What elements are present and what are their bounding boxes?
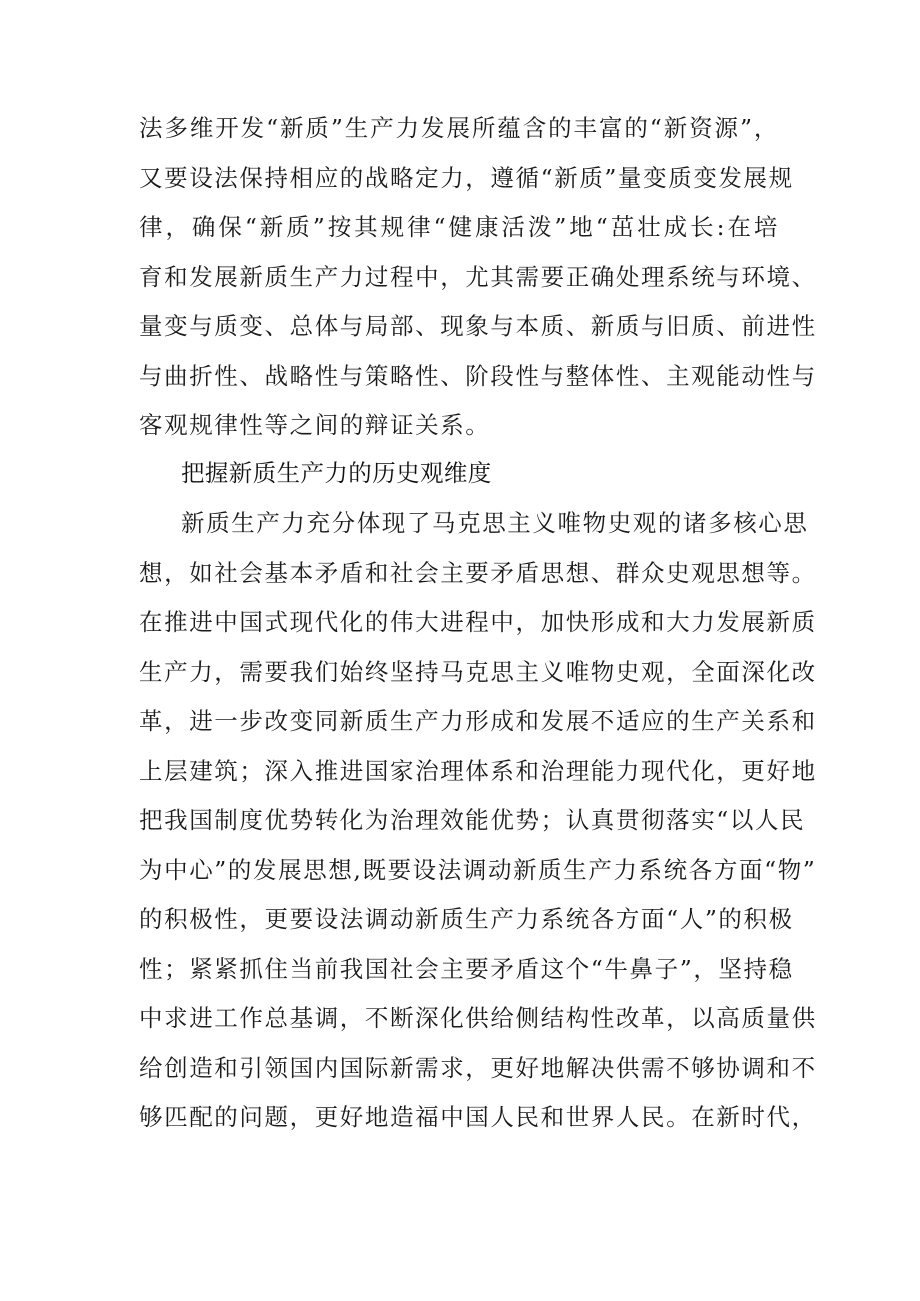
paragraph-line: 给创造和引领国内国际新需求，更好地解决供需不够协调和不 (139, 1053, 817, 1082)
paragraph-line: 律，确保“新质”按其规律“健康活泼”地“茁壮成长:在培 (139, 213, 779, 241)
paragraph-line: 为中心”的发展思想,既要设法调动新质生产力系统各方面“物” (139, 855, 817, 884)
paragraph-line: 又要设法保持相应的战略定力，遵循“新质”量变质变发展规 (139, 163, 794, 192)
paragraph-2 (139, 499, 817, 1143)
paragraph-line: 法多维开发“新质”生产力发展所蕴含的丰富的“新资源”， (139, 114, 779, 142)
paragraph-line: 生产力，需要我们始终坚持马克思主义唯物史观，全面深化改 (139, 657, 817, 686)
paragraph-line: 客观规律性等之间的辩证关系。 (139, 411, 491, 439)
paragraph-line: 上层建筑；深入推进国家治理体系和治理能力现代化，更好地 (139, 756, 817, 785)
paragraph-line: 新质生产力充分体现了马克思主义唯物史观的诸多核心思 (181, 509, 809, 537)
paragraph-line: 在推进中国式现代化的伟大进程中，加快形成和大力发展新质 (139, 608, 817, 636)
paragraph-line: 与曲折性、战略性与策略性、阶段性与整体性、主观能动性与 (139, 361, 817, 390)
paragraph-line: 育和发展新质生产力过程中，尤其需要正确处理系统与环境、 (139, 262, 817, 291)
paragraph-1 (139, 104, 817, 451)
paragraph-line: 的积极性，更要设法调动新质生产力系统各方面“人”的积极 (139, 905, 794, 933)
paragraph-line: 量变与质变、总体与局部、现象与本质、新质与旧质、前进性 (139, 312, 817, 340)
paragraph-line: 性；紧紧抓住当前我国社会主要矛盾这个“牛鼻子”，坚持稳 (139, 954, 794, 983)
paragraph-line: 够匹配的问题，更好地造福中国人民和世界人民。在新时代， (139, 1103, 817, 1131)
paragraph-line: 想，如社会基本矛盾和社会主要矛盾思想、群众史观思想等。 (139, 558, 817, 587)
paragraph-line: 把我国制度优势转化为治理效能优势；认真贯彻落实“以人民 (139, 806, 806, 834)
paragraph-line: 中求进工作总基调，不断深化供给侧结构性改革，以高质量供 (139, 1004, 817, 1032)
paragraph-line: 革，进一步改变同新质生产力形成和发展不适应的生产关系和 (139, 707, 817, 735)
section-heading: 把握新质生产力的历史观维度 (181, 459, 492, 487)
